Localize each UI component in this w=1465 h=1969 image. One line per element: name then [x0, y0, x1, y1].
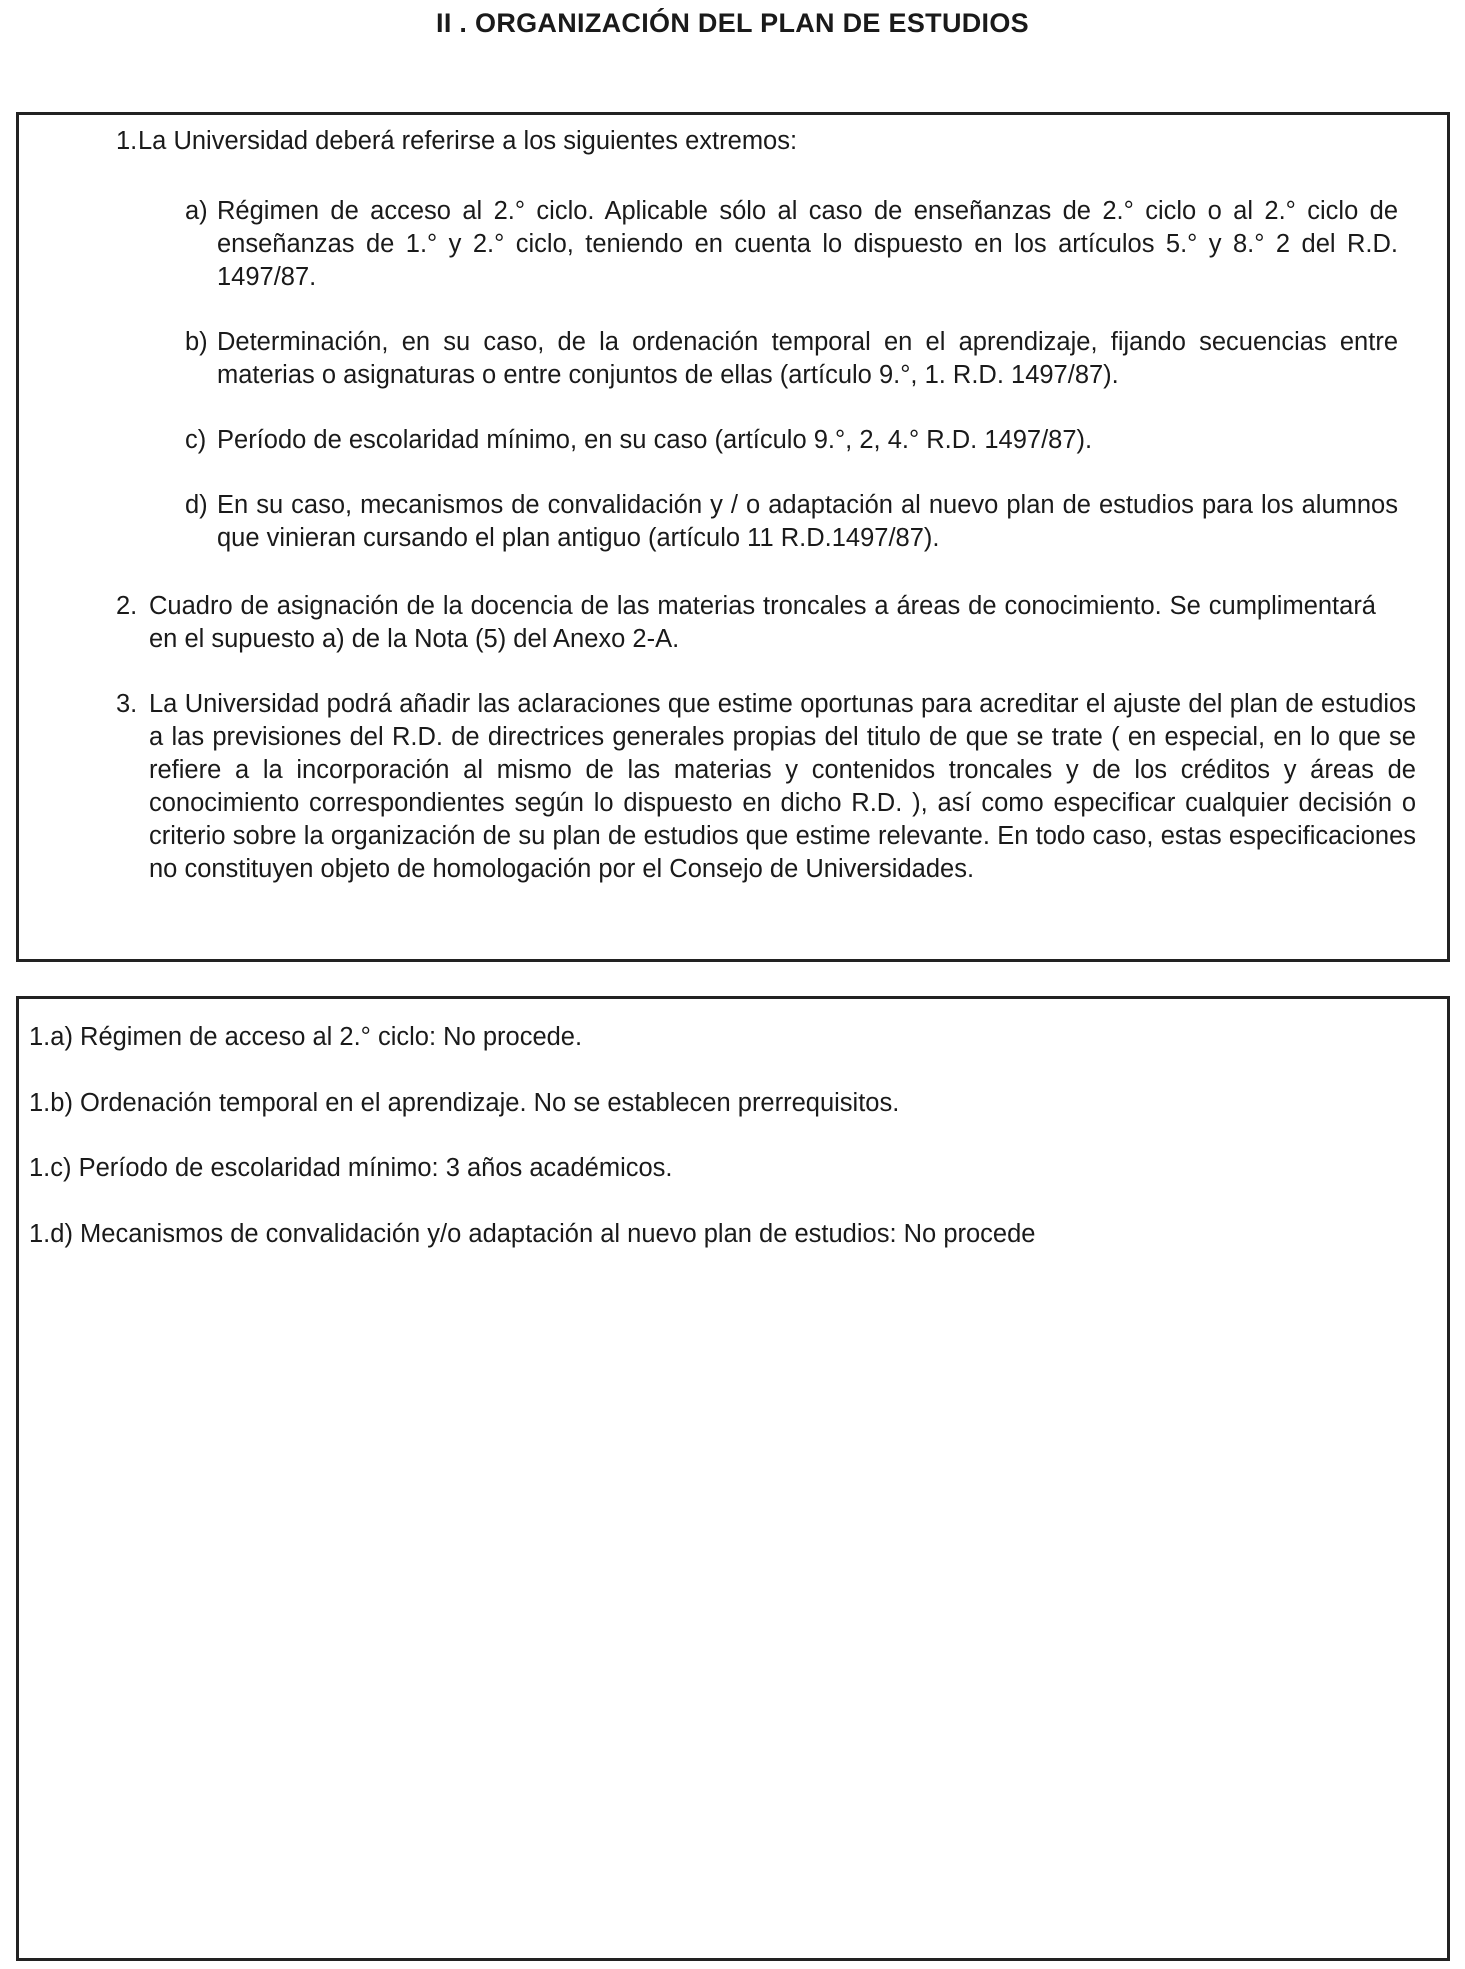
- item-text: La Universidad deberá referirse a los siguientes extremos:: [138, 127, 798, 155]
- sub-item-text: Determinación, en su caso, de la ordenación temporal en el aprendizaje, fijando secuencias entre materias o asignaturas o entre conjuntos de ellas (artículo 9.°, 1. R.D. 1497/87).: [217, 328, 1398, 389]
- answer-1b: 1.b) Ordenación temporal en el aprendizaje. No se establecen prerrequisitos.: [29, 1089, 900, 1117]
- sub-item-letter: a): [185, 197, 208, 225]
- sub-item-c: [185, 424, 1398, 457]
- item-text: Cuadro de asignación de la docencia de las materias troncales a áreas de conocimiento. Se cumplimentará en el supuesto a) de la Nota (5) del Anexo 2-A.: [149, 592, 1376, 653]
- instruction-item-1: [116, 125, 1356, 158]
- answer-1c: 1.c) Período de escolaridad mínimo: 3 años académicos.: [29, 1154, 673, 1182]
- answers-box: [16, 996, 1450, 1961]
- answer-1d: 1.d) Mecanismos de convalidación y/o adaptación al nuevo plan de estudios: No procede: [29, 1220, 1036, 1248]
- item-number: 3.: [116, 690, 138, 718]
- sub-item-text: Régimen de acceso al 2.° ciclo. Aplicable sólo al caso de enseñanzas de 2.° ciclo o al 2.° ciclo de enseñanzas de 1.° y 2.° ciclo, teniendo en cuenta lo dispuesto en los artículos 5.° y 8.° 2 del R.D. 1497/87.: [217, 197, 1398, 291]
- instruction-item-3: [116, 688, 1416, 886]
- instructions-box: [16, 112, 1450, 962]
- sub-item-letter: c): [185, 426, 207, 454]
- item-number: 2.: [116, 592, 138, 620]
- sub-item-text: En su caso, mecanismos de convalidación y / o adaptación al nuevo plan de estudios para los alumnos que vinieran cursando el plan antiguo (artículo 11 R.D.1497/87).: [217, 491, 1398, 552]
- item-number: 1.: [116, 127, 138, 155]
- sub-item-text: Período de escolaridad mínimo, en su caso (artículo 9.°, 2, 4.° R.D. 1497/87).: [217, 426, 1093, 454]
- sub-item-d: [185, 489, 1398, 555]
- item-text: La Universidad podrá añadir las aclaraciones que estime oportunas para acreditar el ajuste del plan de estudios a las previsiones del R.D. de directrices generales propias del titulo de que se trate ( en especial, en lo que se refiere a la incorporación al mismo de las materias y contenidos troncales y de los créditos y áreas de conocimiento correspondientes según lo dispuesto en dicho R.D. ), así como especificar cualquier decisión o criterio sobre la organización de su plan de estudios que estime relevante. En todo caso, estas especificaciones no constituyen objeto de homologación por el Consejo de Universidades.: [149, 690, 1416, 883]
- answer-1a: 1.a) Régimen de acceso al 2.° ciclo: No procede.: [29, 1023, 583, 1051]
- sub-item-letter: d): [185, 491, 208, 519]
- instruction-item-2: [116, 590, 1376, 656]
- page-title: II . ORGANIZACIÓN DEL PLAN DE ESTUDIOS: [436, 8, 1029, 38]
- sub-item-a: [185, 195, 1398, 294]
- sub-item-b: [185, 326, 1398, 392]
- sub-item-letter: b): [185, 328, 208, 356]
